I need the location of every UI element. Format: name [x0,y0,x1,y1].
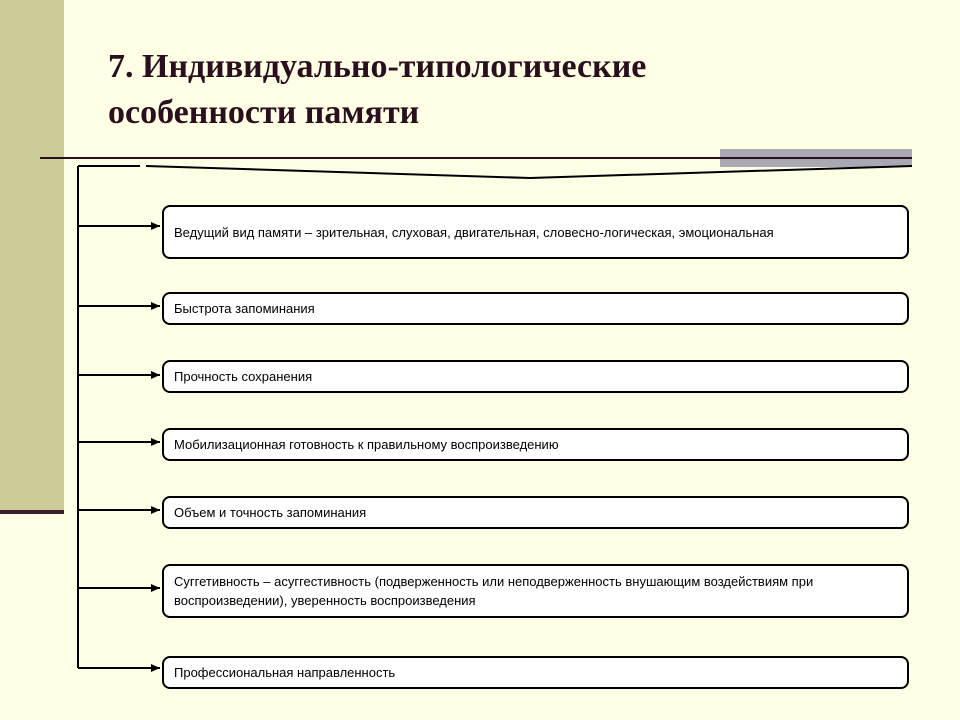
memory-feature-box [162,360,909,393]
memory-feature-box [162,656,909,689]
memory-feature-label: Быстрота запоминания [174,301,315,316]
top-bracket [78,166,912,178]
memory-feature-box [162,292,909,325]
memory-feature-box [162,205,909,259]
memory-feature-label: Мобилизационная готовность к правильному воспроизведению [174,437,559,452]
title-line-2: особенности памяти [108,94,420,131]
memory-feature-box [162,428,909,461]
memory-feature-label: Объем и точность запоминания [174,505,367,520]
memory-feature-label: Профессиональная направленность [174,665,396,680]
memory-feature-label: Прочность сохранения [174,369,313,384]
memory-feature-box [162,496,909,529]
memory-feature-label: Суггетивность – асуггестивность (подверженность или неподверженность внушающим воздействиям при воспроизведении), уверенность воспроизведения [174,574,814,608]
memory-feature-box [162,564,909,618]
title-line-1: 7. Индивидуально-типологические [108,48,647,85]
memory-feature-label: Ведущий вид памяти – зрительная, слуховая, двигательная, словесно-логическая, эмоциональная [174,224,774,240]
